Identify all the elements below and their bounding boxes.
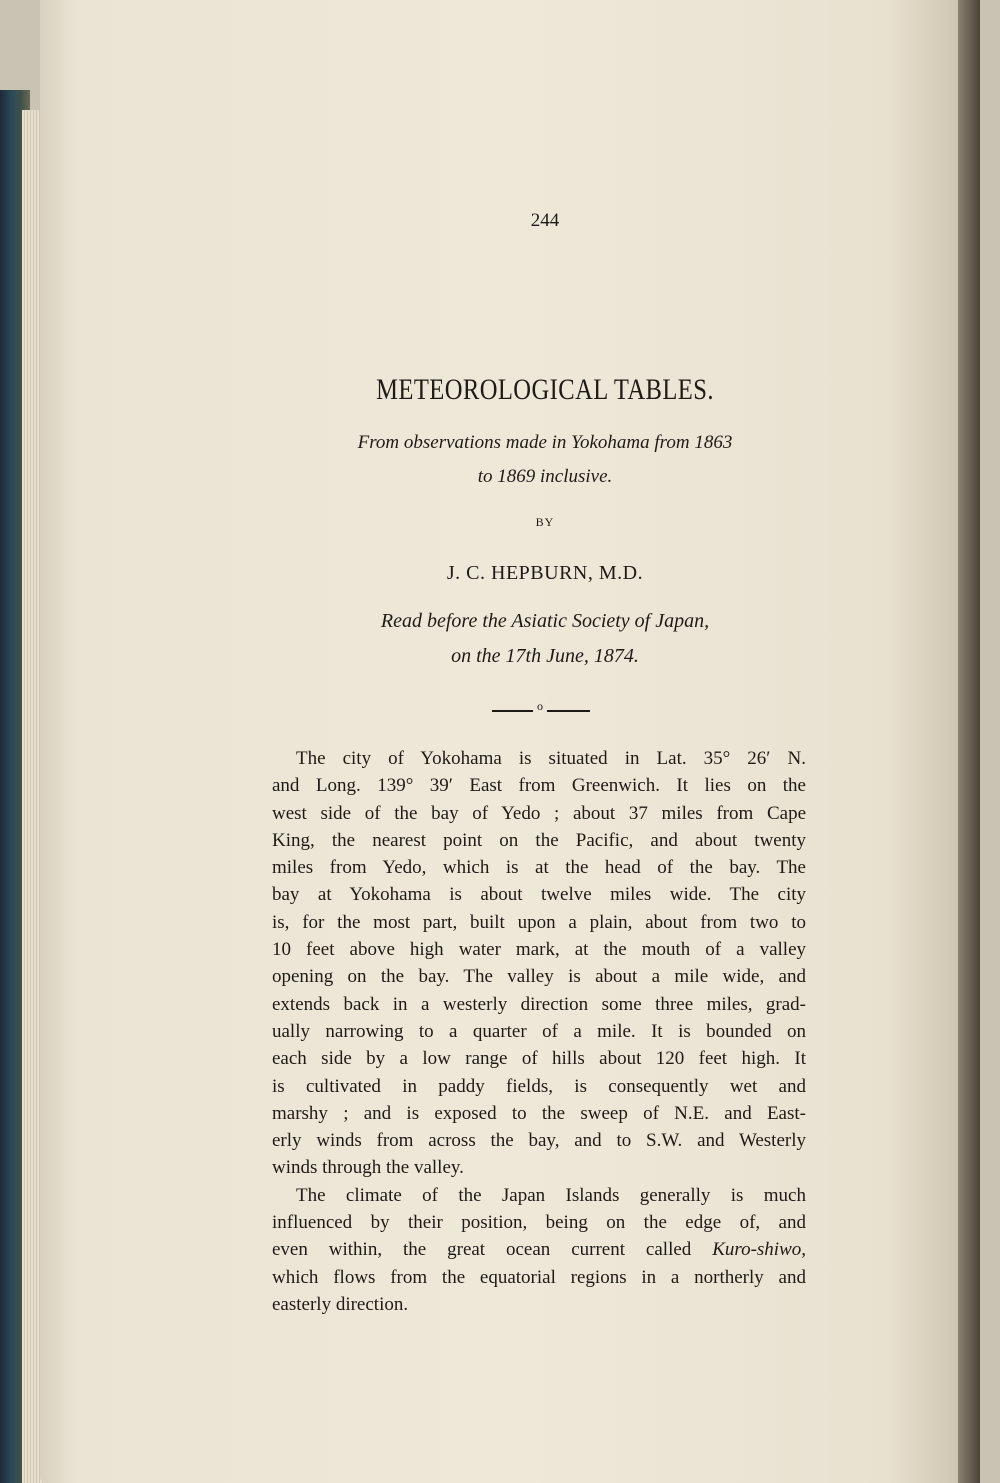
text-line: is, for the most part, built upon a plain, about from two to <box>272 911 806 933</box>
text-line: The city of Yokohama is situated in Lat. 35° 26′ N. <box>296 748 806 769</box>
text-line: bay at Yokohama is about twelve miles wide. The city <box>272 884 806 906</box>
text-line: west side of the bay of Yedo ; about 37 miles from Cape <box>272 802 806 824</box>
separator-ornament: o <box>533 699 547 714</box>
subtitle-line-2: to 1869 inclusive. <box>477 466 613 487</box>
text-line: easterly direction. <box>272 1293 409 1315</box>
text-line: opening on the bay. The valley is about a mile wide, and <box>272 966 806 988</box>
read-before-line-2: on the 17th June, 1874. <box>451 645 639 667</box>
page-number: 244 <box>530 210 560 231</box>
subtitle-line-1: From observations made in Yokohama from 1863 <box>357 432 733 453</box>
text-line: which flows from the equatorial regions in a northerly and <box>272 1266 806 1288</box>
text-line: each side by a low range of hills about 120 feet high. It <box>272 1048 806 1070</box>
text-segment: even within, the great ocean current called <box>272 1239 692 1261</box>
text-line: influenced by their position, being on the edge of, and <box>272 1212 806 1234</box>
body-text <box>272 745 806 1318</box>
italic-term: Kuro-shiwo, <box>712 1239 806 1261</box>
text-line: marshy ; and is exposed to the sweep of N.E. and East- <box>272 1102 806 1124</box>
text-line: King, the nearest point on the Pacific, and about twenty <box>272 829 806 851</box>
text-line: is cultivated in paddy fields, is consequently wet and <box>272 1075 806 1097</box>
text-line: ually narrowing to a quarter of a mile. It is bounded on <box>272 1020 806 1042</box>
text-line: extends back in a westerly direction some three miles, grad- <box>272 993 806 1015</box>
text-line: 10 feet above high water mark, at the mouth of a valley <box>272 939 806 961</box>
text-line: miles from Yedo, which is at the head of the bay. The <box>272 857 806 879</box>
byline-label: BY <box>535 515 555 529</box>
read-before-line-1: Read before the Asiatic Society of Japan, <box>380 610 710 632</box>
text-line: winds through the valley. <box>272 1157 464 1179</box>
text-line: erly winds from across the bay, and to S.W. and Westerly <box>272 1130 806 1152</box>
text-line: and Long. 139° 39′ East from Greenwich. It lies on the <box>272 775 806 797</box>
article-title: METEOROLOGICAL TABLES. <box>376 373 714 406</box>
author-name: J. C. HEPBURN, M.D. <box>446 562 644 584</box>
paragraph-1 <box>272 745 806 1182</box>
text-line: The climate of the Japan Islands generally is much <box>296 1184 806 1206</box>
text-line-with-italic <box>272 1236 806 1263</box>
paragraph-2 <box>272 1182 806 1318</box>
